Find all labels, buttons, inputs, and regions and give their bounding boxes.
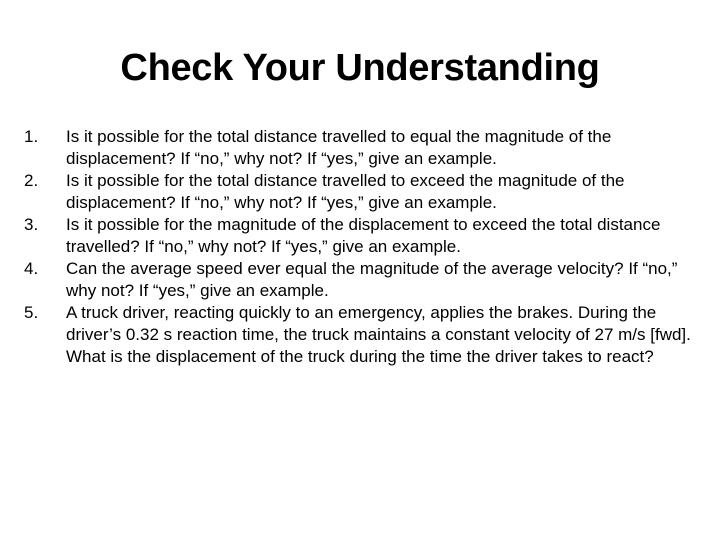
question-text: Is it possible for the magnitude of the displacement to exceed the total distance travelled? If “no,” why not? If “yes,” give an example. — [66, 215, 661, 256]
question-item-1 — [24, 126, 694, 170]
question-number: 2. — [24, 171, 39, 190]
question-list — [24, 126, 694, 368]
question-number: 4. — [24, 259, 39, 278]
question-number: 3. — [24, 215, 39, 234]
question-item-5 — [24, 302, 694, 368]
question-text: A truck driver, reacting quickly to an emergency, applies the brakes. During the driver’s 0.32 s reaction time, the truck maintains a constant velocity of 27 m/s [fwd]. What is the displacement of the truck during the time the driver takes to react? — [66, 303, 691, 366]
question-item-2 — [24, 170, 694, 214]
question-text: Can the average speed ever equal the magnitude of the average velocity? If “no,” why not? If “yes,” give an example. — [66, 259, 678, 300]
question-number: 5. — [24, 303, 39, 322]
question-item-4 — [24, 258, 694, 302]
question-item-3 — [24, 214, 694, 258]
question-number: 1. — [24, 127, 39, 146]
question-text: Is it possible for the total distance travelled to exceed the magnitude of the displacement? If “no,” why not? If “yes,” give an example. — [66, 171, 625, 212]
slide-title: Check Your Understanding — [120, 47, 600, 89]
question-text: Is it possible for the total distance travelled to equal the magnitude of the displacement? If “no,” why not? If “yes,” give an example. — [66, 127, 612, 168]
